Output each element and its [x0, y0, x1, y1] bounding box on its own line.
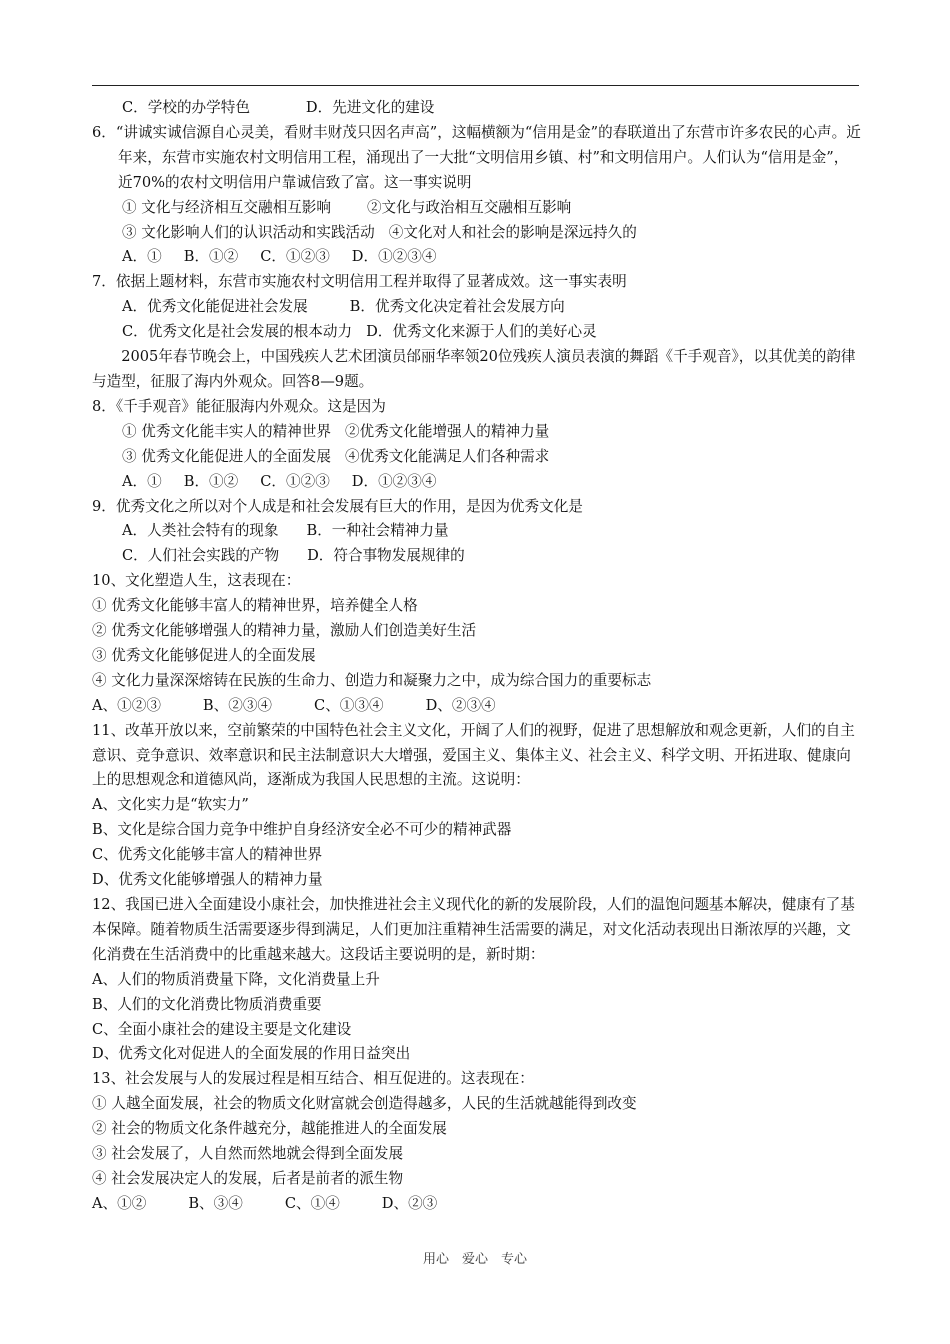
answer-option: B．①②: [183, 472, 239, 490]
text-line: ② 优秀文化能够增强人的精神力量，激励人们创造美好生活: [92, 622, 477, 640]
answer-option: ① 文化与经济相互交融相互影响: [122, 198, 331, 216]
text-line: 13、社会发展与人的发展过程是相互结合、相互促进的。这表现在：: [92, 1070, 534, 1088]
text-line: 2005年春节晚会上，中国残疾人艺术团演员邰丽华率领20位残疾人演员表演的舞蹈《千手观音》，以其优美的韵律与造型，征服了海内外观众。回答8—9题。: [92, 348, 856, 390]
answer-option: D、②③④: [425, 696, 496, 714]
text-line: ③ 社会发展了，人自然而然地就会得到全面发展: [92, 1145, 404, 1163]
text-line: D、优秀文化对促进人的全面发展的作用日益突出: [92, 1045, 411, 1063]
text-line: A、文化实力是“软实力”: [92, 796, 249, 814]
header-rule: [92, 85, 859, 86]
answer-option: ④文化对人和社会的影响是深远持久的: [388, 223, 637, 241]
answer-option: ②优秀文化能增强人的精神力量: [344, 422, 550, 440]
answer-option: B．优秀文化决定着社会发展方向: [349, 298, 565, 316]
text-line: ③ 优秀文化能够促进人的全面发展: [92, 646, 316, 664]
answer-option: ③ 文化影响人们的认识活动和实践活动: [122, 223, 375, 241]
text-line: B、人们的文化消费比物质消费重要: [92, 995, 322, 1013]
text-line: [92, 420, 862, 445]
answer-option: D．①②③④: [351, 248, 437, 266]
answer-option: A、①②③: [92, 696, 161, 714]
text-line: D、优秀文化能够增强人的精神力量: [92, 871, 323, 889]
text-line: 11、改革开放以来，空前繁荣的中国特色社会主义文化，开阔了人们的视野，促进了思想解放和观念更新，人们的自主意识、竞争意识、效率意识和民主法制意识大大增强，爱国主义、集体主义、社会主义、科学文明、开拓进取、健康向上的思想观念和道德风尚，逐渐成为我国人民思想的主流。这说明：: [92, 721, 855, 789]
text-line: [92, 519, 862, 544]
answer-option: D．符合事物发展规律的: [307, 547, 465, 565]
text-line: 9．优秀文化之所以对个人成是和社会发展有巨大的作用，是因为优秀文化是: [92, 497, 583, 515]
text-line: C、全面小康社会的建设主要是文化建设: [92, 1020, 352, 1038]
text-line: 10、文化塑造人生，这表现在：: [92, 572, 301, 590]
text-line: ① 人越全面发展，社会的物质文化财富就会创造得越多，人民的生活就越能得到改变: [92, 1095, 637, 1113]
text-line: ① 优秀文化能够丰富人的精神世界，培养健全人格: [92, 597, 418, 615]
answer-option: D．先进文化的建设: [305, 99, 435, 116]
page-footer: 用心 爱心 专心: [422, 1252, 527, 1267]
answer-option: C、①③④: [314, 696, 384, 714]
text-line: [92, 96, 862, 121]
answer-option: A、①②: [92, 1194, 147, 1212]
text-line: B、文化是综合国力竞争中维护自身经济安全必不可少的精神武器: [92, 821, 512, 839]
answer-option: B．一种社会精神力量: [306, 522, 449, 540]
answer-option: D．①②③④: [351, 472, 437, 490]
text-line: 6．“讲诚实诚信源自心灵美，看财丰财茂只因名声高”，这幅横额为“信用是金”的春联道出了东营市许多农民的心声。近年来，东营市实施农村文明信用工程，涌现出了一大批“文明信用乡镇、村”和文明信用户。人们认为“信用是金”，近70%的农村文明信用户靠诚信致了富。这一事实说明: [92, 123, 861, 191]
answer-option: ②文化与政治相互交融相互影响: [366, 198, 572, 216]
text-line: 8．《千手观音》能征服海内外观众。这是因为: [92, 397, 386, 415]
answer-option: C．①②③: [260, 248, 330, 266]
answer-option: ① 优秀文化能丰实人的精神世界: [122, 422, 331, 440]
document-body: [92, 96, 862, 1217]
text-line: [92, 245, 862, 270]
text-line: [92, 544, 862, 569]
text-line: ② 社会的物质文化条件越充分，越能推进人的全面发展: [92, 1120, 447, 1138]
answer-option: ④优秀文化能满足人们各种需求: [344, 447, 550, 465]
text-line: 7．依据上题材料，东营市实施农村文明信用工程并取得了显著成效。这一事实表明: [92, 273, 627, 291]
text-line: A、人们的物质消费量下降，文化消费量上升: [92, 970, 380, 988]
text-line: C、优秀文化能够丰富人的精神世界: [92, 846, 323, 864]
text-line: 12、我国已进入全面建设小康社会，加快推进社会主义现代化的新的发展阶段，人们的温饱问题基本解决，健康有了基本保障。随着物质生活需要逐步得到满足，人们更加注重精神生活需要的满足，对文化活动表现出日渐浓厚的兴趣，文化消费在生活消费中的比重越来越大。这段话主要说明的是，新时期：: [92, 896, 855, 963]
answer-option: A．人类社会特有的现象: [122, 522, 279, 540]
text-line: [92, 320, 862, 345]
answer-option: D．优秀文化来源于人们的美好心灵: [366, 323, 597, 341]
text-line: ④ 文化力量深深熔铸在民族的生命力、创造力和凝聚力之中，成为综合国力的重要标志: [92, 671, 652, 689]
answer-option: B、③④: [188, 1194, 243, 1212]
text-line: [92, 295, 862, 320]
answer-option: C．①②③: [260, 472, 330, 490]
answer-option: C、①④: [284, 1194, 340, 1212]
answer-option: A．优秀文化能促进社会发展: [122, 298, 308, 316]
text-line: [92, 470, 862, 495]
text-line: [92, 1192, 862, 1217]
text-line: [92, 221, 862, 246]
answer-option: A．①: [122, 248, 162, 266]
answer-option: B、②③④: [202, 696, 273, 714]
answer-option: A．①: [122, 472, 162, 490]
text-line: ④ 社会发展决定人的发展，后者是前者的派生物: [92, 1169, 404, 1187]
answer-option: C．学校的办学特色: [122, 99, 250, 116]
answer-option: ③ 优秀文化能促进人的全面发展: [122, 447, 331, 465]
answer-option: D、②③: [381, 1194, 438, 1212]
answer-option: C．人们社会实践的产物: [122, 547, 280, 565]
text-line: [92, 196, 862, 221]
text-line: [92, 445, 862, 470]
answer-option: C．优秀文化是社会发展的根本动力: [122, 323, 353, 341]
text-line: [92, 694, 862, 719]
answer-option: B．①②: [183, 248, 239, 266]
